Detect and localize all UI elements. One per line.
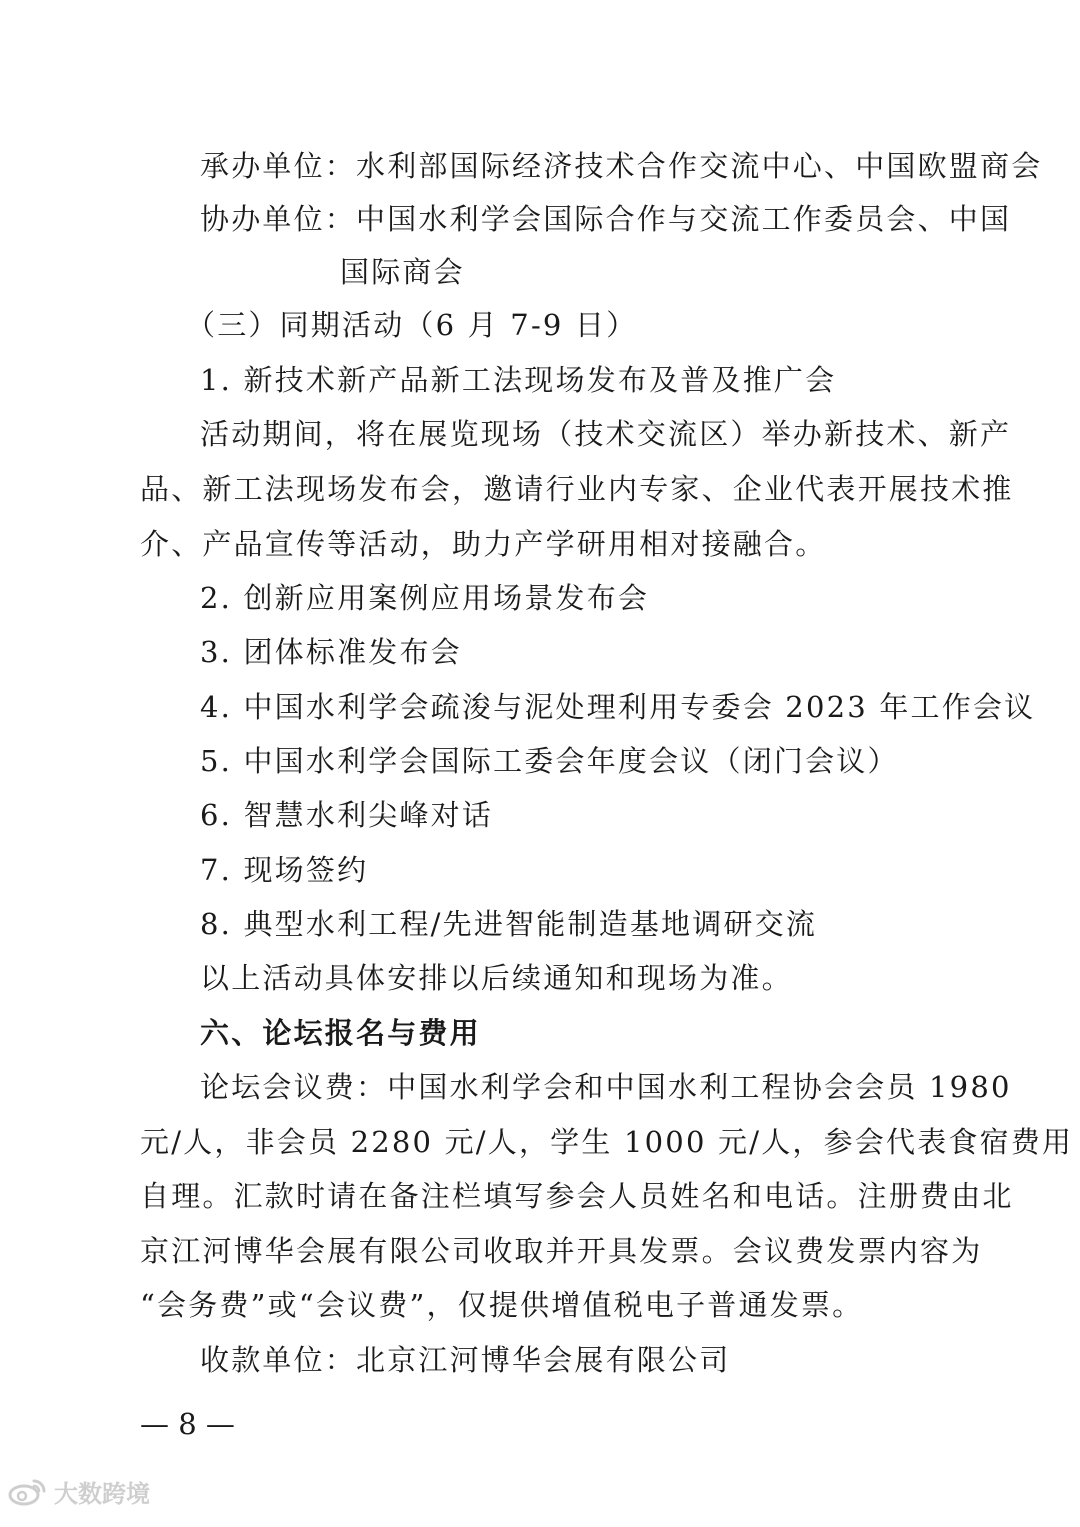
watermark — [8, 1474, 150, 1509]
activity-1-paragraph-line-2: 品、新工法现场发布会，邀请行业内专家、企业代表开展技术推 — [140, 472, 1014, 506]
activity-5: 5. 中国水利学会国际工委会年度会议（闭门会议） — [200, 744, 899, 778]
section3-title: （三）同期活动（6 月 7-9 日） — [186, 308, 638, 342]
watermark-text: 大数跨境 — [54, 1480, 150, 1508]
activity-1-title: 1. 新技术新产品新工法现场发布及普及推广会 — [200, 363, 837, 397]
activity-1-paragraph-line-1: 活动期间，将在展览现场（技术交流区）举办新技术、新产 — [200, 417, 1012, 451]
fee-line-2: 元/人，非会员 2280 元/人，学生 1000 元/人，参会代表食宿费用 — [140, 1125, 1074, 1159]
activity-1-paragraph-line-3: 介、产品宣传等活动，助力产学研用相对接融合。 — [140, 527, 827, 561]
fee-line-5: “会务费”或“会议费”，仅提供增值税电子普通发票。 — [140, 1288, 864, 1322]
activity-3: 3. 团体标准发布会 — [200, 635, 462, 669]
fee-line-4: 京江河博华会展有限公司收取并开具发票。会议费发票内容为 — [140, 1234, 983, 1268]
organizer-line: 承办单位：水利部国际经济技术合作交流中心、中国欧盟商会 — [200, 149, 1043, 183]
weibo-logo-icon — [8, 1477, 48, 1507]
activity-7: 7. 现场签约 — [200, 853, 369, 887]
activities-note: 以上活动具体安排以后续通知和现场为准。 — [200, 961, 793, 995]
co-organizer-line-2: 国际商会 — [340, 255, 465, 289]
page-number: — 8 — — [140, 1407, 235, 1441]
activity-4: 4. 中国水利学会疏浚与泥处理利用专委会 2023 年工作会议 — [200, 690, 1036, 724]
co-organizer-line-1: 协办单位：中国水利学会国际合作与交流工作委员会、中国 — [200, 202, 1012, 236]
fee-line-3: 自理。汇款时请在备注栏填写参会人员姓名和电话。注册费由北 — [140, 1179, 1014, 1213]
payee-line: 收款单位：北京江河博华会展有限公司 — [200, 1343, 731, 1377]
activity-8: 8. 典型水利工程/先进智能制造基地调研交流 — [200, 907, 818, 941]
section6-heading: 六、论坛报名与费用 — [200, 1016, 481, 1050]
activity-6: 6. 智慧水利尖峰对话 — [200, 798, 494, 832]
fee-line-1: 论坛会议费：中国水利学会和中国水利工程协会会员 1980 — [200, 1070, 1012, 1104]
activity-2: 2. 创新应用案例应用场景发布会 — [200, 581, 650, 615]
